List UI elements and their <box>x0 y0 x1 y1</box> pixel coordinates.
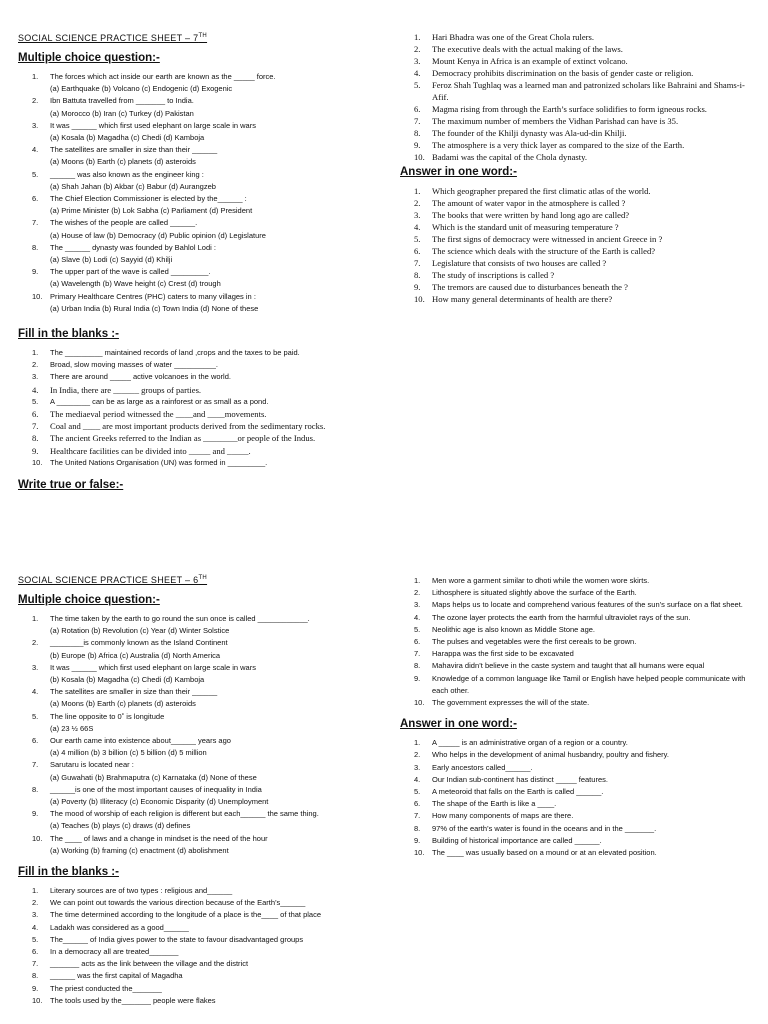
true-false-item <box>400 103 760 115</box>
one-word-item <box>400 269 760 281</box>
item-text: Magma rising from through the Earth’s surface solidifies to form igneous rocks. <box>432 104 707 114</box>
item-number: 9. <box>414 673 421 683</box>
item-number: 10. <box>32 457 43 467</box>
item-text: The amount of water vapor in the atmosphere is called ? <box>432 198 626 208</box>
true-false-item <box>400 636 760 648</box>
item-text: The United Nations Organisation (UN) was formed in _________. <box>50 457 268 467</box>
question-options: (a) Prime Minister (b) Lok Sabha (c) Parliament (d) President <box>50 206 253 216</box>
item-text: The _________ maintained records of land ,crops and the taxes to be paid. <box>50 348 300 358</box>
one-word-item <box>400 737 760 749</box>
item-number: 7. <box>414 258 421 268</box>
question-options: (a) Urban India (b) Rural India (c) Town India (d) None of these <box>50 303 259 313</box>
item-number: 6. <box>32 947 39 957</box>
item-text: The time determined according to the longitude of a place is the____ of that place <box>50 910 322 920</box>
item-text: 97% of the earth’s water is found in the oceans and in the _______. <box>432 823 657 833</box>
item-text: Literary sources are of two types : religious and______ <box>50 886 233 896</box>
item-text: Early ancestors called______. <box>432 762 533 772</box>
item-number: 3. <box>414 210 421 220</box>
item-text: The pulses and vegetables were the first cereals to be grown. <box>432 637 637 647</box>
true-false-item <box>400 43 760 55</box>
mcq-item <box>18 735 378 759</box>
item-text: The founder of the Khilji dynasty was Ala-ud-din Khilji. <box>432 128 627 138</box>
item-text: The tremors are caused due to disturbances beneath the ? <box>432 282 628 292</box>
question-number: 4. <box>32 687 39 697</box>
fill-blank-item <box>18 359 378 371</box>
question-number: 1. <box>32 614 39 623</box>
item-text: The ____ was usually based on a mound or at an elevated position. <box>432 848 657 858</box>
one-word-item <box>400 786 760 798</box>
true-false-item <box>400 673 760 697</box>
question-options: (a) Earthquake (b) Volcano (c) Endogenic (d) Exogenic <box>50 84 233 94</box>
true-false-item <box>400 599 760 611</box>
item-number: 6. <box>32 409 39 420</box>
item-number: 1. <box>414 186 421 196</box>
item-text: The executive deals with the actual making of the laws. <box>432 44 623 54</box>
fill-blank-item <box>18 384 378 396</box>
mcq-item <box>18 266 378 290</box>
sheet-7-ow-heading: Answer in one word:- <box>400 166 517 178</box>
sheet-7-left-column <box>18 33 378 498</box>
true-false-item <box>400 115 760 127</box>
question-number: 7. <box>32 218 39 228</box>
item-number: 5. <box>32 934 39 944</box>
mcq-item <box>18 759 378 783</box>
one-word-item <box>400 293 760 305</box>
item-number: 2. <box>414 198 421 208</box>
sheet-6-left-column <box>18 575 378 1007</box>
question-text: Primary Healthcare Centres (PHC) caters to many villages in : <box>50 291 256 301</box>
question-options: (a) Teaches (b) plays (c) draws (d) defines <box>50 821 191 831</box>
fill-blank-item <box>18 909 378 921</box>
question-text: The time taken by the earth to go round the sun once is called ____________. <box>50 614 310 623</box>
sheet-6-fill-list <box>18 885 378 1007</box>
item-text: Mount Kenya in Africa is an example of extinct volcano. <box>432 56 628 66</box>
question-options: (a) Wavelength (b) Wave height (c) Crest (d) trough <box>50 279 221 289</box>
item-number: 2. <box>32 898 39 908</box>
item-number: 10. <box>414 698 425 708</box>
one-word-item <box>400 823 760 835</box>
question-text: ________is commonly known as the Island Continent <box>50 638 228 648</box>
one-word-item <box>400 847 760 859</box>
question-options: (a) Guwahati (b) Brahmaputra (c) Karnataka (d) None of these <box>50 772 257 782</box>
one-word-item <box>400 749 760 761</box>
fill-blank-item <box>18 445 378 457</box>
question-options: (a) Rotation (b) Revolution (c) Year (d) Winter Solstice <box>50 626 230 636</box>
one-word-item <box>400 810 760 822</box>
mcq-item <box>18 95 378 119</box>
item-number: 2. <box>414 750 421 760</box>
question-text: The satellites are smaller in size than their ______ <box>50 145 218 155</box>
question-options: (a) 23 ½ 66S <box>50 723 94 733</box>
item-number: 5. <box>32 396 39 406</box>
item-number: 8. <box>32 433 39 444</box>
item-text: The mediaeval period witnessed the ____and ____movements. <box>50 409 267 420</box>
question-options: (a) Working (b) framing (c) enactment (d) abolishment <box>50 845 229 855</box>
question-number: 1. <box>32 72 39 81</box>
item-number: 8. <box>414 823 421 833</box>
item-text: How many components of maps are there. <box>432 811 574 821</box>
item-number: 1. <box>32 348 39 358</box>
item-number: 9. <box>414 140 421 150</box>
item-text: Our Indian sub-continent has distinct _____ features. <box>432 774 608 784</box>
item-text: Who helps in the development of animal husbandry, poultry and fishery. <box>432 750 669 760</box>
item-text: The______ of India gives power to the state to favour disadvantaged groups <box>50 934 304 944</box>
question-number: 4. <box>32 145 39 155</box>
item-number: 9. <box>414 282 421 292</box>
question-number: 3. <box>32 662 39 672</box>
item-text: Building of historical importance are called ______. <box>432 835 602 845</box>
question-options: (b) Kosala (b) Magadha (c) Chedi (d) Kamboja <box>50 675 205 685</box>
item-text: _______ acts as the link between the village and the district <box>50 959 249 969</box>
fill-blank-item <box>18 970 378 982</box>
mcq-item <box>18 784 378 808</box>
item-text: Legislature that consists of two houses are called ? <box>432 258 607 268</box>
sheet-6-tf-list <box>400 575 760 709</box>
item-text: The tools used by the_______ people were flakes <box>50 995 216 1005</box>
fill-blank-item <box>18 946 378 958</box>
item-number: 10. <box>414 848 425 858</box>
question-number: 6. <box>32 194 39 204</box>
one-word-item <box>400 197 760 209</box>
mcq-item <box>18 833 378 857</box>
mcq-item <box>18 662 378 686</box>
mcq-item <box>18 711 378 735</box>
true-false-item <box>400 139 760 151</box>
question-number: 7. <box>32 760 39 770</box>
item-text: In a democracy all are treated_______ <box>50 947 179 957</box>
fill-blank-item <box>18 995 378 1007</box>
question-number: 10. <box>32 291 43 301</box>
item-text: The first signs of democracy were witnessed in ancient Greece in ? <box>432 234 663 244</box>
question-text: It was ______ which first used elephant on large scale in wars <box>50 120 256 130</box>
question-options: (b) Europe (b) Africa (c) Australia (d) North America <box>50 650 221 660</box>
question-text: The Chief Election Commissioner is elected by the______ : <box>50 194 247 204</box>
question-number: 8. <box>32 242 39 252</box>
item-text: The ancient Greeks referred to the Indian as ________or people of the Indus. <box>50 433 316 444</box>
one-word-item <box>400 774 760 786</box>
one-word-item <box>400 221 760 233</box>
item-text: Knowledge of a common language like Tamil or English have helped people communicate with each other. <box>432 673 746 695</box>
question-text: The upper part of the wave is called _________. <box>50 267 211 277</box>
item-number: 9. <box>32 983 39 993</box>
item-text: Which geographer prepared the first climatic atlas of the world. <box>432 186 651 196</box>
sheet-6-fill-heading: Fill in the blanks :- <box>18 866 119 879</box>
item-number: 4. <box>414 774 421 784</box>
one-word-item <box>400 185 760 197</box>
item-text: The books that were written by hand long ago are called? <box>432 210 630 220</box>
item-text: Broad, slow moving masses of water __________. <box>50 360 219 370</box>
item-number: 1. <box>32 886 39 896</box>
item-text: ______ was the first capital of Magadha <box>50 971 183 981</box>
question-number: 2. <box>32 96 39 106</box>
item-text: There are around _____ active volcanoes in the world. <box>50 372 231 382</box>
one-word-item <box>400 209 760 221</box>
item-text: In India, there are ______ groups of parties. <box>50 384 202 395</box>
item-number: 1. <box>414 738 421 748</box>
item-number: 6. <box>414 637 421 647</box>
item-number: 6. <box>414 246 421 256</box>
item-number: 3. <box>414 56 421 66</box>
mcq-item <box>18 808 378 832</box>
question-text: Our earth came into existence about______ years ago <box>50 736 231 746</box>
item-text: The shape of the Earth is like a ____. <box>432 799 557 809</box>
item-number: 9. <box>32 445 39 456</box>
question-options: (a) Kosala (b) Magadha (c) Chedi (d) Kamboja <box>50 133 205 143</box>
true-false-item <box>400 79 760 103</box>
fill-blank-item <box>18 983 378 995</box>
true-false-item <box>400 31 760 43</box>
item-number: 2. <box>414 588 421 598</box>
fill-blank-item <box>18 432 378 444</box>
question-text: The wishes of the people are called ______. <box>50 218 198 228</box>
sheet-6-right-column <box>400 575 760 859</box>
one-word-item <box>400 835 760 847</box>
one-word-item <box>400 257 760 269</box>
sheet-7-ow-list <box>400 185 760 305</box>
one-word-item <box>400 762 760 774</box>
true-false-item <box>400 697 760 709</box>
item-text: Badami was the capital of the Chola dynasty. <box>432 152 588 162</box>
question-number: 9. <box>32 809 39 819</box>
question-options: (a) Moons (b) Earth (c) planets (d) asteroids <box>50 157 196 167</box>
item-text: Hari Bhadra was one of the Great Chola rulers. <box>432 32 595 42</box>
mcq-item <box>18 291 378 315</box>
item-text: Maps helps us to locate and comprehend various features of the sun’s surface on a flat sheet. <box>432 600 743 610</box>
item-number: 3. <box>414 762 421 772</box>
item-text: Which is the standard unit of measuring temperature ? <box>432 222 619 232</box>
item-text: Feroz Shah Tughlaq was a learned man and patronized scholars like Bahraini and Shams-i- Afif. <box>432 80 745 102</box>
fill-blank-item <box>18 396 378 408</box>
sheet-6-title: SOCIAL SCIENCE PRACTICE SHEET – 6TH <box>18 575 208 585</box>
item-number: 3. <box>32 910 39 920</box>
one-word-item <box>400 233 760 245</box>
sheet-7-fill-heading: Fill in the blanks :- <box>18 328 119 341</box>
mcq-item <box>18 242 378 266</box>
item-number: 5. <box>414 234 421 244</box>
mcq-item <box>18 686 378 710</box>
question-options: (a) Poverty (b) Illiteracy (c) Economic Disparity (d) Unemployment <box>50 797 269 807</box>
item-number: 5. <box>414 787 421 797</box>
item-text: Men wore a garment similar to dhoti while the women wore skirts. <box>432 576 650 585</box>
one-word-item <box>400 245 760 257</box>
fill-blank-item <box>18 457 378 469</box>
question-text: The forces which act inside our earth are known as the _____ force. <box>50 72 276 81</box>
fill-blank-item <box>18 958 378 970</box>
sheet-7-tf-heading: Write true or false:- <box>18 479 124 492</box>
item-text: We can point out towards the various direction because of the Earth’s______ <box>50 898 306 908</box>
sheet-6-ow-heading: Answer in one word:- <box>400 718 517 731</box>
mcq-item <box>18 120 378 144</box>
sheet-7-mcq-heading: Multiple choice question:- <box>18 52 160 64</box>
one-word-item <box>400 281 760 293</box>
true-false-item <box>400 587 760 599</box>
item-number: 7. <box>414 811 421 821</box>
item-text: A _____ is an administrative organ of a region or a country. <box>432 738 628 748</box>
item-number: 7. <box>414 649 421 659</box>
true-false-item <box>400 575 760 587</box>
question-text: It was ______ which first used elephant on large scale in wars <box>50 662 256 672</box>
true-false-item <box>400 151 760 163</box>
question-number: 10. <box>32 833 43 843</box>
fill-blank-item <box>18 934 378 946</box>
mcq-item <box>18 144 378 168</box>
mcq-item <box>18 71 378 95</box>
item-text: Neolithic age is also known as Middle Stone age. <box>432 624 596 634</box>
question-text: The satellites are smaller in size than their ______ <box>50 687 218 697</box>
mcq-item <box>18 613 378 637</box>
question-number: 2. <box>32 638 39 648</box>
sheet-7-tf-list <box>400 31 760 163</box>
question-options: (a) Moons (b) Earth (c) planets (d) asteroids <box>50 699 196 709</box>
item-number: 9. <box>414 835 421 845</box>
sheet-7-title: SOCIAL SCIENCE PRACTICE SHEET – 7TH <box>18 33 208 43</box>
mcq-item <box>18 193 378 217</box>
item-number: 10. <box>414 152 425 162</box>
item-text: Lithosphere is situated slightly above the surface of the Earth. <box>432 588 637 598</box>
item-text: Harappa was the first side to be excavated <box>432 649 574 659</box>
question-text: The mood of worship of each religion is different but each______ the same thing. <box>50 809 319 819</box>
question-text: The line opposite to 0˚ is longitude <box>50 711 165 721</box>
item-number: 4. <box>32 922 39 932</box>
item-number: 4. <box>414 68 421 78</box>
fill-blank-item <box>18 347 378 359</box>
one-word-item <box>400 798 760 810</box>
question-text: Sarutaru is located near : <box>50 760 134 770</box>
true-false-item <box>400 660 760 672</box>
fill-blank-item <box>18 371 378 383</box>
fill-blank-item <box>18 885 378 897</box>
item-text: A ________ can be as large as a rainforest or as small as a pond. <box>50 396 269 406</box>
item-number: 2. <box>32 360 39 370</box>
item-number: 7. <box>32 959 39 969</box>
item-text: The study of inscriptions is called ? <box>432 270 555 280</box>
item-text: Democracy prohibits discrimination on the basis of gender caste or religion. <box>432 68 694 78</box>
item-text: The atmosphere is a very thick layer as compared to the size of the Earth. <box>432 140 685 150</box>
item-number: 2. <box>414 44 421 54</box>
item-number: 8. <box>414 270 421 280</box>
question-number: 6. <box>32 736 39 746</box>
true-false-item <box>400 127 760 139</box>
item-number: 10. <box>32 995 43 1005</box>
sheet-7-fill-list <box>18 347 378 469</box>
item-text: Mahavira didn’t believe in the caste system and taught that all humans were equal <box>432 661 705 671</box>
item-number: 8. <box>414 128 421 138</box>
item-number: 6. <box>414 104 421 114</box>
question-options: (a) Shah Jahan (b) Akbar (c) Babur (d) Aurangzeb <box>50 181 216 191</box>
true-false-item <box>400 612 760 624</box>
question-number: 5. <box>32 711 39 721</box>
fill-blank-item <box>18 897 378 909</box>
item-number: 4. <box>414 222 421 232</box>
item-number: 7. <box>32 421 39 432</box>
item-number: 1. <box>414 32 421 42</box>
question-options: (a) Morocco (b) Iran (c) Turkey (d) Pakistan <box>50 108 194 118</box>
item-text: The ozone layer protects the earth from the harmful ultraviolet rays of the sun. <box>432 612 691 622</box>
item-text: The science which deals with the structure of the Earth is called? <box>432 246 656 256</box>
item-number: 7. <box>414 116 421 126</box>
item-text: A meteoroid that falls on the Earth is called ______. <box>432 787 604 797</box>
fill-blank-item <box>18 922 378 934</box>
sheet-7-mcq-list <box>18 71 378 315</box>
item-number: 4. <box>414 612 421 622</box>
question-text: The ______ dynasty was founded by Bahlol Lodi : <box>50 242 216 252</box>
question-text: Ibn Battuta travelled from _______ to India. <box>50 96 194 106</box>
question-number: 5. <box>32 169 39 179</box>
item-number: 5. <box>414 80 421 90</box>
question-number: 3. <box>32 120 39 130</box>
item-number: 1. <box>414 576 421 585</box>
question-number: 9. <box>32 267 39 277</box>
true-false-item <box>400 67 760 79</box>
item-number: 8. <box>32 971 39 981</box>
item-number: 6. <box>414 799 421 809</box>
item-text: The government expresses the will of the state. <box>432 698 590 708</box>
item-text: How many general determinants of health are there? <box>432 294 613 304</box>
item-number: 5. <box>414 624 421 634</box>
item-number: 10. <box>414 294 425 304</box>
sheet-7-right-column <box>400 31 760 305</box>
item-number: 4. <box>32 384 39 395</box>
question-options: (a) 4 million (b) 3 billion (c) 5 billion (d) 5 million <box>50 748 207 758</box>
mcq-item <box>18 217 378 241</box>
sheet-6-mcq-list <box>18 613 378 857</box>
question-options: (a) House of law (b) Democracy (d) Public opinion (d) Legislature <box>50 230 266 240</box>
true-false-item <box>400 624 760 636</box>
true-false-item <box>400 55 760 67</box>
question-text: ______is one of the most important causes of inequality in India <box>50 784 262 794</box>
mcq-item <box>18 169 378 193</box>
fill-blank-item <box>18 420 378 432</box>
item-text: The priest conducted the_______ <box>50 983 162 993</box>
fill-blank-item <box>18 408 378 420</box>
question-number: 8. <box>32 784 39 794</box>
item-text: Coal and ____ are most important products derived from the sedimentary rocks. <box>50 421 326 432</box>
item-text: Healthcare facilities can be divided into _____ and _____. <box>50 445 251 456</box>
question-text: ______ was also known as the engineer king : <box>50 169 204 179</box>
true-false-item <box>400 648 760 660</box>
item-number: 3. <box>32 372 39 382</box>
question-text: The ____ of laws and a change in mindset is the need of the hour <box>50 833 268 843</box>
item-text: Ladakh was considered as a good______ <box>50 922 189 932</box>
item-text: The maximum number of members the Vidhan Parishad can have is 35. <box>432 116 679 126</box>
item-number: 8. <box>414 661 421 671</box>
mcq-item <box>18 637 378 661</box>
sheet-6-mcq-heading: Multiple choice question:- <box>18 594 160 606</box>
question-options: (a) Slave (b) Lodi (c) Sayyid (d) Khilji <box>50 255 173 265</box>
item-number: 3. <box>414 600 421 610</box>
sheet-6-ow-list <box>400 737 760 859</box>
